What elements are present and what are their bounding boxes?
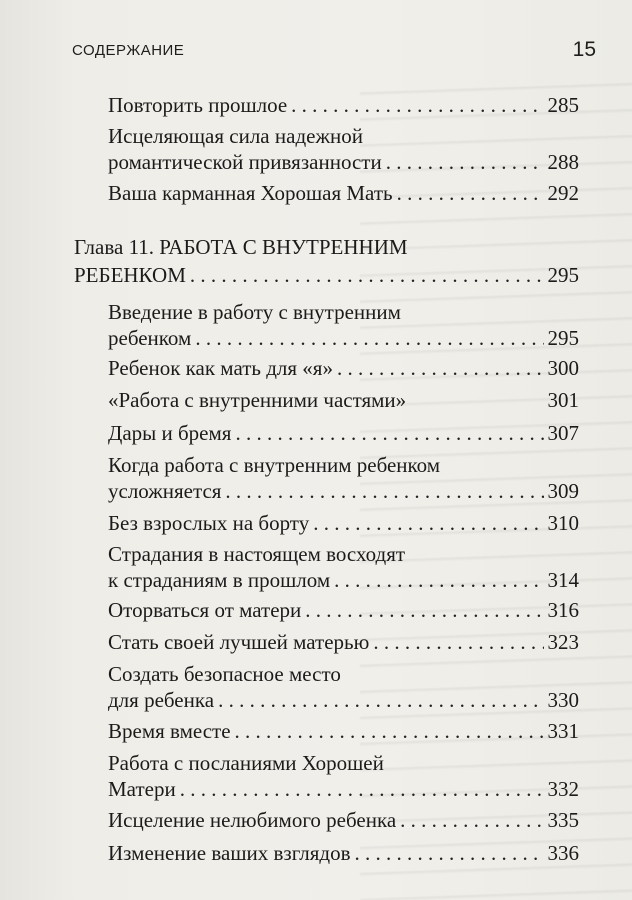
dot-leader	[291, 92, 543, 118]
toc-entry-page: 288	[547, 150, 579, 174]
toc-entry	[108, 597, 579, 623]
dot-leader	[218, 687, 543, 713]
toc-entry	[108, 750, 579, 802]
toc-entry	[108, 661, 579, 713]
toc-entry-page: 336	[547, 841, 579, 865]
toc-entry-title: Стать своей лучшей матерью	[108, 630, 370, 654]
toc-entry	[108, 718, 579, 744]
dot-leader	[225, 478, 543, 504]
toc-entry-title: для ребенка	[108, 688, 215, 712]
toc-entry-page: 285	[547, 93, 579, 117]
toc-entry-title: Введение в работу с внутренним	[108, 300, 401, 324]
toc-entry-title: «Работа с внутренними частями»	[108, 388, 407, 412]
toc-entry	[108, 355, 579, 381]
toc-entry	[108, 452, 579, 504]
dot-leader	[337, 355, 544, 381]
toc-entry-page: 309	[547, 479, 579, 503]
dot-leader	[180, 776, 544, 802]
toc-entry-page: 331	[547, 719, 579, 743]
toc-entry-title: Работа с посланиями Хорошей	[108, 751, 384, 775]
toc-entry-title: Дары и бремя	[108, 421, 232, 445]
toc-entry-page: 307	[547, 421, 579, 445]
dot-leader	[373, 629, 543, 655]
running-title: СОДЕРЖАНИЕ	[72, 42, 185, 59]
dot-leader	[386, 149, 544, 175]
dot-leader	[355, 840, 544, 866]
dot-leader	[334, 567, 543, 593]
toc-entry-page: 295	[547, 326, 579, 350]
toc-entry	[108, 180, 579, 206]
toc-entry-title: Когда работа с внутренним ребенком	[108, 453, 441, 477]
toc-entry-page: 335	[547, 808, 579, 832]
toc-entry-title: Повторить прошлое	[108, 93, 288, 117]
toc-entry-page: 314	[547, 568, 579, 592]
toc-entry	[108, 420, 579, 446]
dot-leader	[305, 597, 543, 623]
toc-entry-title: ребенком	[108, 326, 192, 350]
dot-leader	[195, 325, 543, 351]
toc-entry-page: 332	[547, 777, 579, 801]
toc-entry	[108, 541, 579, 593]
toc-entry	[108, 510, 579, 536]
toc-entry	[108, 840, 579, 866]
chapter-title: РЕБЕНКОМ	[74, 263, 186, 287]
toc-entry-page: 316	[547, 598, 579, 622]
toc-entry-page: 300	[547, 356, 579, 380]
toc-entry-page: 330	[547, 688, 579, 712]
toc-entry-title: Без взрослых на борту	[108, 511, 310, 535]
toc-entry-page: 310	[547, 511, 579, 535]
toc-entry-title: романтической привязанности	[108, 150, 382, 174]
toc-entry-title: к страданиям в прошлом	[108, 568, 331, 592]
toc-chapter-entry	[74, 234, 579, 288]
toc-entry-title: Время вместе	[108, 719, 231, 743]
toc-entry-title: Исцеляющая сила надежной	[108, 124, 363, 148]
toc-entry-title: Ребенок как мать для «я»	[108, 356, 333, 380]
toc-entry	[108, 299, 579, 351]
toc-entry-title: Создать безопасное место	[108, 662, 341, 686]
page-number: 15	[572, 38, 596, 61]
toc-entry-title: Изменение ваших взглядов	[108, 841, 351, 865]
toc-entry-page: 295	[547, 263, 579, 287]
dot-leader	[400, 807, 543, 833]
dot-leader	[235, 420, 543, 446]
toc-entry-page: 323	[547, 630, 579, 654]
toc-entry-page: 301	[547, 388, 579, 412]
toc-entry	[108, 92, 579, 118]
toc-entry	[108, 807, 579, 833]
dot-leader	[235, 718, 544, 744]
toc-entry-title: Исцеление нелюбимого ребенка	[108, 808, 397, 832]
toc-entry-page: 292	[547, 181, 579, 205]
chapter-title: Глава 11. РАБОТА С ВНУТРЕННИМ	[74, 235, 408, 259]
toc-entry	[108, 123, 579, 175]
toc-entry	[108, 387, 579, 413]
toc-entry-title: Матери	[108, 777, 176, 801]
dot-leader	[313, 510, 543, 536]
dot-leader	[190, 262, 544, 288]
toc-entry-title: усложняется	[108, 479, 222, 503]
toc-entry-title: Страдания в настоящем восходят	[108, 542, 406, 566]
dot-leader	[397, 180, 544, 206]
toc-entry	[108, 629, 579, 655]
toc-entry-title: Оторваться от матери	[108, 598, 302, 622]
toc-entry-title: Ваша карманная Хорошая Мать	[108, 181, 393, 205]
